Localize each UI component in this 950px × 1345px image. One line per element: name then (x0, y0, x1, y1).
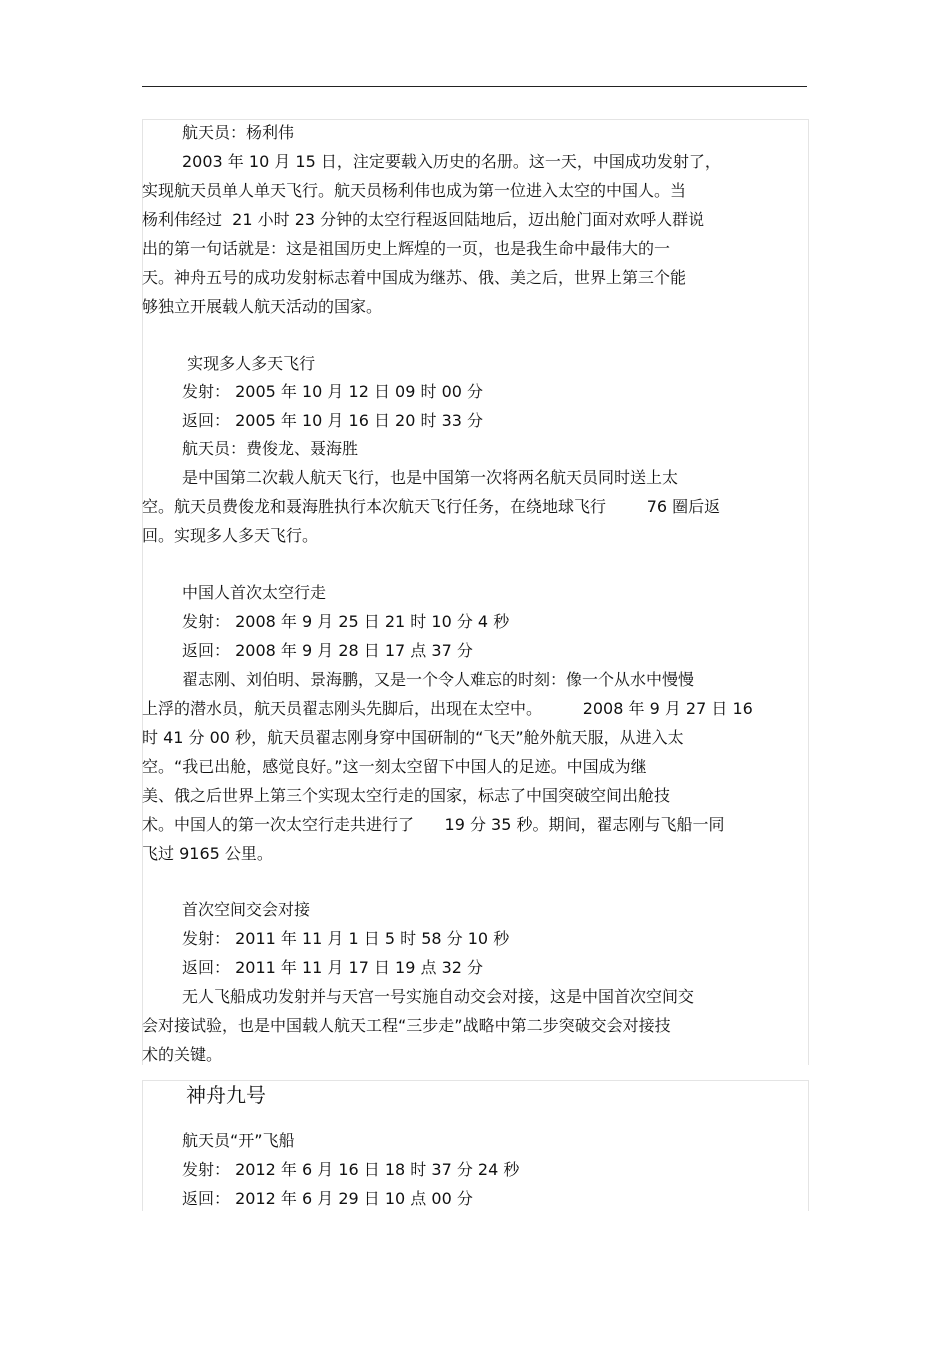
paragraph-line: 无人飞船成功发射并与天宫一号实施自动交会对接，这是中国首次空间交 (182, 987, 695, 1006)
astronaut-line: 航天员：费俊龙、聂海胜 (182, 439, 359, 458)
section-heading: 神舟九号 (186, 1083, 266, 1107)
paragraph-line: 回。实现多人多天飞行。 (142, 526, 319, 545)
return-line: 返回： 2012 年 6 月 29 日 10 点 00 分 (182, 1189, 473, 1208)
paragraph-line: 空。航天员费俊龙和聂海胜执行本次航天飞行任务，在绕地球飞行 76 圈后返 (142, 497, 721, 516)
paragraph-line: 翟志刚、刘伯明、景海鹏，又是一个令人难忘的时刻：像一个从水中慢慢 (182, 670, 695, 689)
paragraph-line: 时 41 分 00 秒，航天员翟志刚身穿中国研制的“飞天”舱外航天服，从进入太 (142, 728, 684, 747)
launch-line: 发射： 2008 年 9 月 25 日 21 时 10 分 4 秒 (182, 612, 510, 631)
paragraph-line: 术的关键。 (142, 1045, 223, 1064)
paragraph-line: 会对接试验，也是中国载人航天工程“三步走”战略中第二步突破交会对接技 (142, 1016, 671, 1035)
return-line: 返回： 2008 年 9 月 28 日 17 点 37 分 (182, 641, 473, 660)
return-line: 返回： 2011 年 11 月 17 日 19 点 32 分 (182, 958, 484, 977)
launch-line: 发射： 2012 年 6 月 16 日 18 时 37 分 24 秒 (182, 1160, 520, 1179)
paragraph-line: 空。“我已出舱，感觉良好。”这一刻太空留下中国人的足迹。中国成为继 (142, 757, 647, 776)
header-rule (142, 86, 807, 87)
paragraph-line: 飞过 9165 公里。 (142, 844, 273, 863)
paragraph-line: 杨利伟经过 21 小时 23 分钟的太空行程返回陆地后，迈出舱门面对欢呼人群说 (142, 210, 705, 229)
paragraph-line: 天。神舟五号的成功发射标志着中国成为继苏、俄、美之后，世界上第三个能 (142, 268, 687, 287)
section-title: 实现多人多天飞行 (182, 354, 316, 373)
paragraph-line: 出的第一句话就是：这是祖国历史上辉煌的一页，也是我生命中最伟大的一 (142, 239, 671, 258)
launch-line: 发射： 2005 年 10 月 12 日 09 时 00 分 (182, 382, 484, 401)
paragraph-line: 够独立开展载人航天活动的国家。 (142, 297, 383, 316)
return-line: 返回： 2005 年 10 月 16 日 20 时 33 分 (182, 411, 484, 430)
paragraph-line: 美、俄之后世界上第三个实现太空行走的国家，标志了中国突破空间出舱技 (142, 786, 671, 805)
launch-line: 发射： 2011 年 11 月 1 日 5 时 58 分 10 秒 (182, 929, 510, 948)
section-title: 首次空间交会对接 (182, 900, 311, 919)
paragraph-line: 上浮的潜水员，航天员翟志刚头先脚后，出现在太空中。 2008 年 9 月 27 日 16 (142, 699, 753, 718)
paragraph-line: 实现航天员单人单天飞行。航天员杨利伟也成为第一位进入太空的中国人。当 (142, 181, 687, 200)
section-title: 航天员“开”飞船 (182, 1131, 295, 1150)
paragraph-line: 2003 年 10 月 15 日，注定要载入历史的名册。这一天，中国成功发射了， (182, 152, 721, 171)
section-title: 中国人首次太空行走 (182, 583, 327, 602)
astronaut-line: 航天员：杨利伟 (182, 123, 295, 142)
paragraph-line: 术。中国人的第一次太空行走共进行了 19 分 35 秒。期间，翟志刚与飞船一同 (142, 815, 725, 834)
paragraph-line: 是中国第二次载人航天飞行，也是中国第一次将两名航天员同时送上太 (182, 468, 679, 487)
